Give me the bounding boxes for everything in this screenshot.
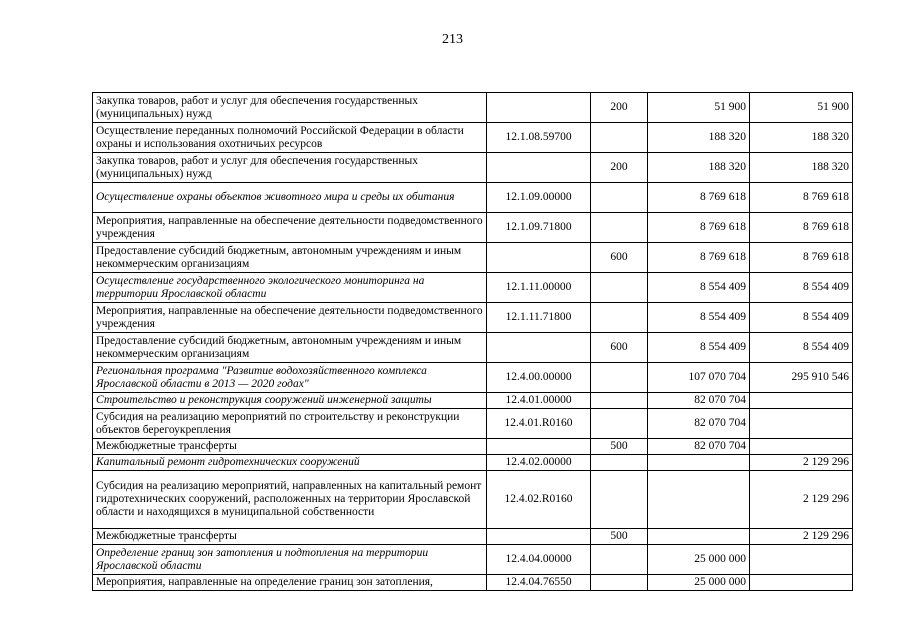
item-name-cell: Осуществление охраны объектов животного мира и среды их обитания — [93, 183, 487, 213]
amount-year1-cell — [648, 471, 750, 529]
amount-year2-cell — [750, 545, 853, 575]
amount-year2-cell: 2 129 296 — [750, 529, 853, 545]
amount-year2-cell: 8 769 618 — [750, 243, 853, 273]
amount-year1-cell: 51 900 — [648, 93, 750, 123]
amount-year1-cell — [648, 455, 750, 471]
target-code-cell: 12.4.00.00000 — [487, 363, 591, 393]
expense-type-cell: 200 — [591, 153, 648, 183]
amount-year1-cell: 8 554 409 — [648, 273, 750, 303]
target-code-cell — [487, 243, 591, 273]
amount-year1-cell: 82 070 704 — [648, 439, 750, 455]
item-name-cell: Мероприятия, направленные на определение границ зон затопления, — [93, 575, 487, 591]
amount-year2-cell — [750, 409, 853, 439]
amount-year1-cell: 8 554 409 — [648, 333, 750, 363]
target-code-cell — [487, 529, 591, 545]
target-code-cell — [487, 333, 591, 363]
amount-year2-cell — [750, 439, 853, 455]
amount-year1-cell: 107 070 704 — [648, 363, 750, 393]
budget-table — [92, 92, 853, 591]
table-row — [93, 213, 853, 243]
table-row — [93, 93, 853, 123]
item-name-cell: Мероприятия, направленные на обеспечение деятельности подведомственного учреждения — [93, 303, 487, 333]
amount-year1-cell: 8 554 409 — [648, 303, 750, 333]
item-name-cell: Строительство и реконструкция сооружений инженерной защиты — [93, 393, 487, 409]
target-code-cell: 12.4.02.R0160 — [487, 471, 591, 529]
amount-year2-cell: 295 910 546 — [750, 363, 853, 393]
target-code-cell: 12.1.08.59700 — [487, 123, 591, 153]
table-row — [93, 363, 853, 393]
amount-year1-cell: 82 070 704 — [648, 409, 750, 439]
expense-type-cell — [591, 455, 648, 471]
amount-year2-cell: 8 554 409 — [750, 303, 853, 333]
item-name-cell: Межбюджетные трансферты — [93, 529, 487, 545]
target-code-cell: 12.4.04.00000 — [487, 545, 591, 575]
item-name-cell: Закупка товаров, работ и услуг для обеспечения государственных (муниципальных) нужд — [93, 153, 487, 183]
amount-year1-cell: 25 000 000 — [648, 575, 750, 591]
target-code-cell: 12.4.01.00000 — [487, 393, 591, 409]
table-row — [93, 455, 853, 471]
item-name-cell: Региональная программа "Развитие водохозяйственного комплекса Ярославской области в 2013 — 2020 годах" — [93, 363, 487, 393]
expense-type-cell: 200 — [591, 93, 648, 123]
expense-type-cell — [591, 123, 648, 153]
expense-type-cell — [591, 471, 648, 529]
table-row — [93, 153, 853, 183]
amount-year1-cell: 82 070 704 — [648, 393, 750, 409]
expense-type-cell — [591, 273, 648, 303]
table-row — [93, 409, 853, 439]
item-name-cell: Предоставление субсидий бюджетным, автономным учреждениям и иным некоммерческим организациям — [93, 243, 487, 273]
amount-year2-cell: 8 769 618 — [750, 213, 853, 243]
item-name-cell: Осуществление переданных полномочий Российской Федерации в области охраны и использования охотничьих ресурсов — [93, 123, 487, 153]
expense-type-cell — [591, 213, 648, 243]
target-code-cell — [487, 153, 591, 183]
amount-year2-cell: 8 769 618 — [750, 183, 853, 213]
amount-year2-cell: 2 129 296 — [750, 471, 853, 529]
expense-type-cell — [591, 183, 648, 213]
table-row — [93, 575, 853, 591]
item-name-cell: Субсидия на реализацию мероприятий по строительству и реконструкции объектов берегоукрепления — [93, 409, 487, 439]
amount-year1-cell: 8 769 618 — [648, 183, 750, 213]
expense-type-cell — [591, 545, 648, 575]
expense-type-cell: 600 — [591, 243, 648, 273]
expense-type-cell — [591, 393, 648, 409]
expense-type-cell: 500 — [591, 439, 648, 455]
target-code-cell: 12.1.11.71800 — [487, 303, 591, 333]
amount-year2-cell: 188 320 — [750, 153, 853, 183]
table-row — [93, 183, 853, 213]
amount-year1-cell: 188 320 — [648, 123, 750, 153]
amount-year1-cell: 188 320 — [648, 153, 750, 183]
table-row — [93, 243, 853, 273]
table-row — [93, 303, 853, 333]
table-row — [93, 123, 853, 153]
item-name-cell: Закупка товаров, работ и услуг для обеспечения государственных (муниципальных) нужд — [93, 93, 487, 123]
expense-type-cell — [591, 575, 648, 591]
amount-year2-cell — [750, 393, 853, 409]
amount-year1-cell: 25 000 000 — [648, 545, 750, 575]
table-row — [93, 393, 853, 409]
item-name-cell: Мероприятия, направленные на обеспечение деятельности подведомственного учреждения — [93, 213, 487, 243]
target-code-cell: 12.1.09.71800 — [487, 213, 591, 243]
expense-type-cell: 500 — [591, 529, 648, 545]
amount-year2-cell: 8 554 409 — [750, 333, 853, 363]
item-name-cell: Предоставление субсидий бюджетным, автономным учреждениям и иным некоммерческим организациям — [93, 333, 487, 363]
amount-year2-cell: 8 554 409 — [750, 273, 853, 303]
item-name-cell: Межбюджетные трансферты — [93, 439, 487, 455]
expense-type-cell: 600 — [591, 333, 648, 363]
table-row — [93, 545, 853, 575]
budget-table-body — [93, 93, 853, 591]
table-row — [93, 439, 853, 455]
expense-type-cell — [591, 363, 648, 393]
item-name-cell: Определение границ зон затопления и подтопления на территории Ярославской области — [93, 545, 487, 575]
item-name-cell: Субсидия на реализацию мероприятий, направленных на капитальный ремонт гидротехнических сооружений, расположенных на территории Ярославской области и находящихся в муниципальной собственности — [93, 471, 487, 529]
amount-year2-cell: 51 900 — [750, 93, 853, 123]
target-code-cell: 12.4.01.R0160 — [487, 409, 591, 439]
item-name-cell: Капитальный ремонт гидротехнических сооружений — [93, 455, 487, 471]
item-name-cell: Осуществление государственного экологического мониторинга на территории Ярославской области — [93, 273, 487, 303]
amount-year2-cell: 2 129 296 — [750, 455, 853, 471]
amount-year2-cell: 188 320 — [750, 123, 853, 153]
target-code-cell: 12.1.11.00000 — [487, 273, 591, 303]
table-row — [93, 529, 853, 545]
expense-type-cell — [591, 303, 648, 333]
target-code-cell: 12.4.02.00000 — [487, 455, 591, 471]
target-code-cell — [487, 439, 591, 455]
expense-type-cell — [591, 409, 648, 439]
amount-year1-cell — [648, 529, 750, 545]
table-row — [93, 333, 853, 363]
amount-year2-cell — [750, 575, 853, 591]
table-row — [93, 273, 853, 303]
target-code-cell — [487, 93, 591, 123]
target-code-cell: 12.1.09.00000 — [487, 183, 591, 213]
table-row — [93, 471, 853, 529]
page-number: 213 — [442, 32, 463, 47]
amount-year1-cell: 8 769 618 — [648, 243, 750, 273]
target-code-cell: 12.4.04.76550 — [487, 575, 591, 591]
amount-year1-cell: 8 769 618 — [648, 213, 750, 243]
